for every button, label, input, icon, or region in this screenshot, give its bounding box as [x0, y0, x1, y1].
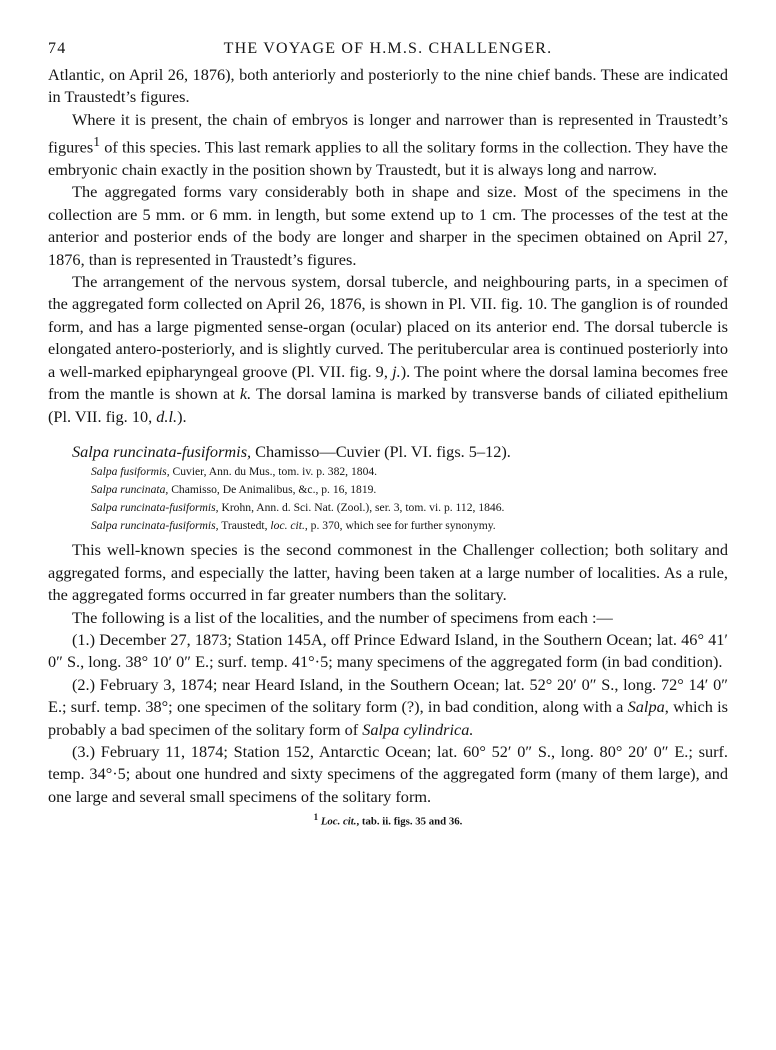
footnote-reference: 1	[93, 134, 101, 150]
synonym-citation-tail: , p. 370, which see for further synonymy.	[304, 519, 496, 533]
synonym-name: Salpa runcinata-fusiformis,	[91, 519, 219, 533]
synonym-citation: Krohn, Ann. d. Sci. Nat. (Zool.), ser. 3, tom. vi. p. 112, 1846.	[218, 501, 505, 515]
page-number: 74	[48, 40, 67, 57]
synonym-entry	[91, 517, 728, 535]
figure-label-k: k.	[239, 384, 252, 404]
paragraph-6	[48, 607, 728, 629]
footnote-loc-cit: Loc. cit.	[320, 815, 357, 828]
paragraph-4	[48, 271, 728, 428]
paragraph-3	[48, 181, 728, 271]
synonym-entry	[91, 499, 728, 517]
paragraph-4-text-a: The arrangement of the nervous system, dorsal tubercle, and neighbouring parts, in a specimen of the aggregated form collected on April 26, 1876, is shown in Pl. VII. fig. 10. The ganglion is of rounded form, and has a large pigmented sense-organ (ocular) placed on its anterior end. The dorsal tubercle is elongated antero-posteriorly, and is slightly curved. The peritubercular area is continued posteriorly into a well-marked epipharyngeal groove (Pl. VII. fig. 9,	[48, 272, 728, 381]
locality-item-2-text-a: (2.) February 3, 1874; near Heard Island, in the Southern Ocean; lat. 52° 20′ 0″ S., long. 72° 14′ 0″ E.; surf. temp. 38°; one specimen of the solitary form (?), in bad condition, along with a	[48, 674, 728, 717]
species-name: Salpa runcinata-fusiformis,	[72, 441, 252, 461]
synonym-name: Salpa runcinata,	[91, 483, 169, 497]
paragraph-2	[48, 109, 728, 182]
paragraph-1	[48, 64, 728, 109]
locality-item-3	[48, 741, 728, 808]
paragraph-2-text-b: of this species. This last remark applies to all the solitary forms in the collection. They have the embryonic chain exactly in the position shown by Traustedt, but it is always long and narrow.	[48, 137, 728, 180]
footnote-mark: 1	[313, 812, 319, 823]
paragraph-5	[48, 539, 728, 606]
synonym-loc-cit: loc. cit.	[270, 519, 305, 533]
paragraph-5-text: This well-known species is the second commonest in the Challenger collection; both solitary and aggregated forms, and especially the latter, having been taken at a large number of localities. As a rule, the aggregated forms occurred in far greater numbers than the solitary.	[48, 540, 728, 605]
synonym-entry	[91, 481, 728, 499]
running-head	[48, 40, 728, 64]
footnote	[48, 810, 728, 829]
paragraph-4-text-b: ). The point where the dorsal lamina becomes free from the mantle is shown at	[48, 361, 729, 404]
synonymy-list	[91, 463, 728, 535]
paragraph-1-text: Atlantic, on April 26, 1876), both anteriorly and posteriorly to the nine chief bands. These are indicated in Traustedt’s figures.	[48, 65, 728, 107]
figure-label-j: j.	[392, 361, 401, 381]
figure-label-dl: d.l.	[156, 406, 178, 426]
species-salpa-cylindrica: Salpa cylindrica.	[362, 719, 474, 739]
synonym-citation: Traustedt,	[218, 519, 271, 533]
locality-item-1	[48, 629, 728, 674]
species-authority: Chamisso—Cuvier (Pl. VI. figs. 5–12).	[251, 441, 511, 461]
locality-item-2-text-b: , which is probably a bad specimen of the solitary form of	[48, 697, 728, 739]
synonym-citation: Cuvier, Ann. du Mus., tom. iv. p. 382, 1804.	[169, 465, 378, 479]
locality-item-1-text: (1.) December 27, 1873; Station 145A, off Prince Edward Island, in the Southern Ocean; lat. 46° 41′ 0″ S., long. 38° 10′ 0″ E.; surf. temp. 41°·5; many specimens of the aggregated form (in bad condition).	[48, 629, 728, 672]
page	[48, 40, 728, 829]
genus-salpa: Salpa	[627, 697, 665, 717]
synonym-entry	[91, 463, 728, 481]
locality-item-3-text: (3.) February 11, 1874; Station 152, Antarctic Ocean; lat. 60° 52′ 0″ S., long. 80° 20′ 0″ E.; surf. temp. 34°·5; about one hundred and sixty specimens of the aggregated form (many of them large), and one large and several small specimens of the solitary form.	[48, 741, 728, 806]
paragraph-6-text: The following is a list of the localities, and the number of specimens from each :—	[72, 607, 613, 627]
paragraph-4-text-c: The dorsal lamina is marked by transverse bands of ciliated epithelium (Pl. VII. fig. 10,	[48, 384, 728, 426]
running-title: THE VOYAGE OF H.M.S. CHALLENGER.	[223, 40, 553, 57]
synonym-name: Salpa runcinata-fusiformis,	[91, 501, 219, 515]
synonym-name: Salpa fusiformis,	[91, 465, 170, 479]
species-heading	[48, 441, 728, 463]
paragraph-2-text-a: Where it is present, the chain of embryos is longer and narrower than is represented in Traustedt’s figures	[48, 109, 728, 157]
footnote-text: , tab. ii. figs. 35 and 36.	[356, 815, 463, 828]
synonym-citation: Chamisso, De Animalibus, &c., p. 16, 1819.	[168, 483, 377, 497]
paragraph-4-text-d: ).	[177, 406, 187, 426]
locality-item-2	[48, 674, 728, 741]
paragraph-3-text: The aggregated forms vary considerably both in shape and size. Most of the specimens in the collection are 5 mm. or 6 mm. in length, but some extend up to 1 cm. The processes of the test at the anterior and posterior ends of the body are longer and sharper in the specimen obtained on April 27, 1876, than is represented in Traustedt’s figures.	[48, 182, 728, 269]
